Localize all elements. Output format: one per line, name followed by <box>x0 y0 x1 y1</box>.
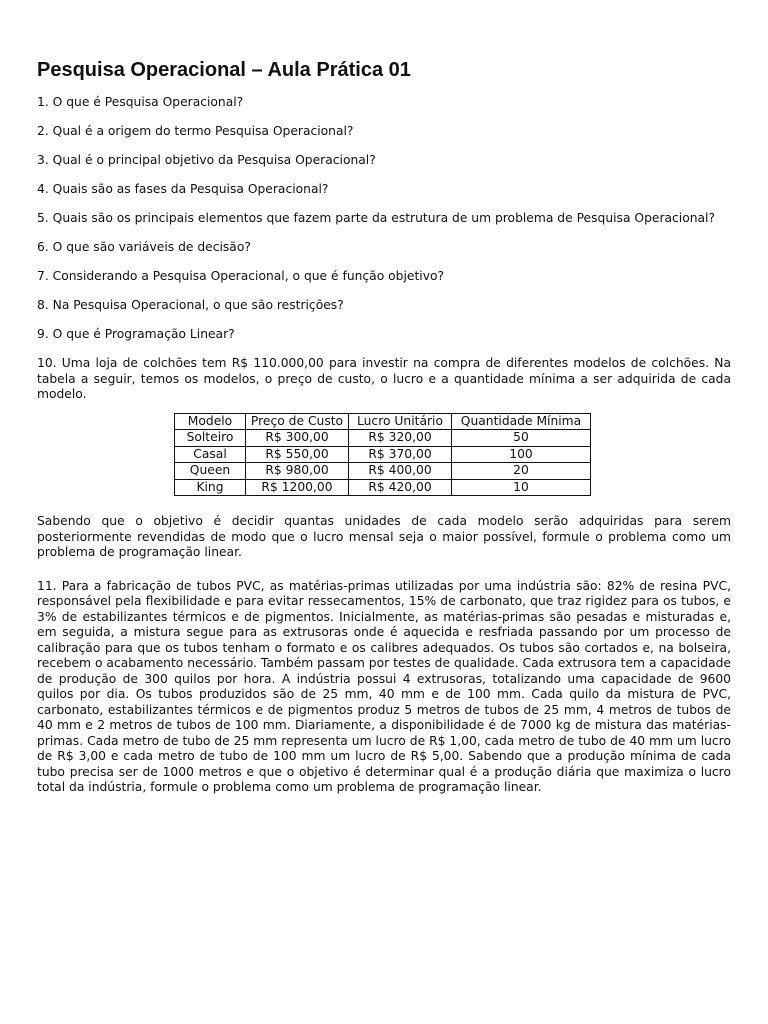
table-cell: R$ 420,00 <box>349 479 452 496</box>
table-header-cell: Preço de Custo <box>246 413 349 430</box>
table-row <box>175 479 591 496</box>
table-header-cell: Modelo <box>175 413 246 430</box>
table-cell: R$ 1200,00 <box>246 479 349 496</box>
table-row <box>175 446 591 463</box>
question-4: 4. Quais são as fases da Pesquisa Operacional? <box>37 182 329 196</box>
table-row <box>175 463 591 480</box>
question-11: 11. Para a fabricação de tubos PVC, as matérias-primas utilizadas por uma indústria são: 82% de resina PVC, responsável pela flexibilidade e para evitar ressecamentos, 15% de carbonato, que traz rigidez para os tubos, e 3% de estabilizantes térmicos e de pigmentos. Inicialmente, as matérias-primas são pesadas e misturadas e, em seguida, a mistura segue para as extrusoras onde é aquecida e resfriada passando por um processo de calibração para que os tubos tenham o formato e os calibres adequados. Os tubos são cortados e, na bolseira, recebem o acabamento necessário. Também passam por testes de qualidade. Cada extrusora tem a capacidade de produção de 300 quilos por hora. A indústria possui 4 extrusoras, totalizando uma capacidade de 9600 quilos por dia. Os tubos produzidos são de 25 mm, 40 mm e de 100 mm. Cada quilo da mistura de PVC, carbonato, estabilizantes térmicos e de pigmentos produz 5 metros de tubos de 25 mm, 4 metros de tubos de 40 mm e 2 metros de tubos de 100 mm. Diariamente, a disponibilidade é de 7000 kg de mistura das matérias-primas. Cada metro de tubo de 25 mm representa um lucro de R$ 1,00, cada metro de tubo de 40 mm um lucro de R$ 3,00 e cada metro de tubo de 100 mm um lucro de R$ 5,00. Sabendo que a produção mínima de cada tubo precisa ser de 1000 metros e que o objetivo é determinar qual é a produção diária que maximiza o lucro total da indústria, formule o problema como um problema de programação linear. <box>37 578 731 794</box>
question-2: 2. Qual é a origem do termo Pesquisa Operacional? <box>37 124 354 138</box>
table-cell: 20 <box>452 463 591 480</box>
table-cell: 50 <box>452 430 591 447</box>
table-cell: R$ 300,00 <box>246 430 349 447</box>
table-cell: R$ 400,00 <box>349 463 452 480</box>
document-page <box>37 58 731 808</box>
question-3: 3. Qual é o principal objetivo da Pesquisa Operacional? <box>37 153 376 167</box>
question-7: 7. Considerando a Pesquisa Operacional, o que é função objetivo? <box>37 269 445 283</box>
table-header-row <box>175 413 591 430</box>
table-header-cell: Quantidade Mínima <box>452 413 591 430</box>
table-cell: Queen <box>175 463 246 480</box>
table-cell: 100 <box>452 446 591 463</box>
table-cell: Casal <box>175 446 246 463</box>
table-cell: King <box>175 479 246 496</box>
table-row <box>175 430 591 447</box>
table-cell: Solteiro <box>175 430 246 447</box>
mattress-models-table <box>174 413 591 497</box>
question-8: 8. Na Pesquisa Operacional, o que são restrições? <box>37 298 344 312</box>
page-title: Pesquisa Operacional – Aula Prática 01 <box>37 59 411 81</box>
question-10-intro: 10. Uma loja de colchões tem R$ 110.000,00 para investir na compra de diferentes modelos de colchões. Na tabela a seguir, temos os modelos, o preço de custo, o lucro e a quantidade mínima a ser adquirida de cada modelo. <box>37 356 731 401</box>
table-cell: R$ 370,00 <box>349 446 452 463</box>
table-cell: R$ 320,00 <box>349 430 452 447</box>
table-cell: R$ 550,00 <box>246 446 349 463</box>
question-10-outro: Sabendo que o objetivo é decidir quantas unidades de cada modelo serão adquiridas para serem posteriormente revendidas de modo que o lucro mensal seja o maior possível, formule o problema como um problema de programação linear. <box>37 514 731 559</box>
question-5: 5. Quais são os principais elementos que fazem parte da estrutura de um problema de Pesquisa Operacional? <box>37 211 716 225</box>
table-cell: 10 <box>452 479 591 496</box>
question-9: 9. O que é Programação Linear? <box>37 327 235 341</box>
table-cell: R$ 980,00 <box>246 463 349 480</box>
table-header-cell: Lucro Unitário <box>349 413 452 430</box>
question-1: 1. O que é Pesquisa Operacional? <box>37 95 244 109</box>
question-6: 6. O que são variáveis de decisão? <box>37 240 251 254</box>
